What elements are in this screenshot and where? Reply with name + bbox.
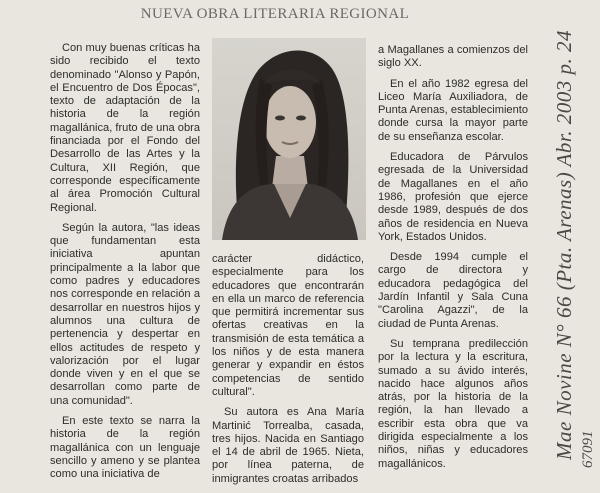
author-photo: [212, 38, 366, 240]
paragraph: Su temprana predilección por la lectura y la escritura, sumado a su ávido interés, nacido hace algunos años atrás, por la historia de la región, la han llevado a escribir esta obra que va dirigida especialmente a los niños, niñas y educadores magallánicos.: [378, 337, 528, 470]
handwritten-catalog-number: 67091: [580, 430, 596, 468]
article-column-1: [50, 42, 200, 489]
paragraph: En este texto se narra la historia de la región magallánica con un lenguaje sencillo y ameno y se plantea como una iniciativa de: [50, 415, 200, 481]
article-column-3: [378, 44, 528, 478]
paragraph: En el año 1982 egresa del Liceo María Auxiliadora, de Punta Arenas, establecimiento donde cursa la mayor parte de su enseñanza escolar.: [378, 77, 528, 143]
paragraph: Con muy buenas críticas ha sido recibido el texto denominado "Alonso y Papón, el Encuentro de Dos Épocas", texto de adaptación de la historia de la región magallánica, fruto de una obra financiada por el Fondo del Desarrollo de las Artes y la Cultura, XII Región, que corresponde específicamente al área Promoción Cultural Regional.: [50, 42, 200, 214]
paragraph: Desde 1994 cumple el cargo de directora y educadora pedagógica del Jardín Infantil y Sala Cuna "Carolina Agazzi", de la ciudad de Punta Arenas.: [378, 251, 528, 330]
article-headline: NUEVA OBRA LITERARIA REGIONAL: [140, 6, 410, 22]
paragraph: carácter didáctico, especialmente para los educadores que encontrarán en ella un marco de referencia que permitirá incrementar sus ofertas creativas en la transmisión de esta temática a los niños y de esta manera generar y expandir en éstos competencias de sentido cultural".: [212, 253, 364, 398]
article-column-2: [212, 253, 364, 493]
handwritten-source-note: Mae Novine N° 66 (Pta. Arenas) Abr. 2003 p. 24: [552, 30, 576, 460]
paragraph: Su autora es Ana María Martinić Torrealba, casada, tres hijos. Nacida en Santiago el 14 de abril de 1965. Nieta, por línea paterna, de inmigrantes croatas arribados: [212, 406, 364, 485]
paragraph: Según la autora, "las ideas que fundamentan esta iniciativa apuntan principalmente a la labor que como padres y educadores nos corresponde en relación a desarrollar en nuestros hijos y alumnos una cultura de pertenencia y despertar en ellos actitudes de respeto y valorización por el lugar donde viven y en el que se desarrollan como parte de una comunidad".: [50, 221, 200, 407]
paragraph: Educadora de Párvulos egresada de la Universidad de Magallanes en el año 1986, profesión que ejerce desde 1989, después de dos años de residencia en Nueva York, Estados Unidos.: [378, 151, 528, 243]
paragraph: a Magallanes a comienzos del siglo XX.: [378, 44, 528, 70]
